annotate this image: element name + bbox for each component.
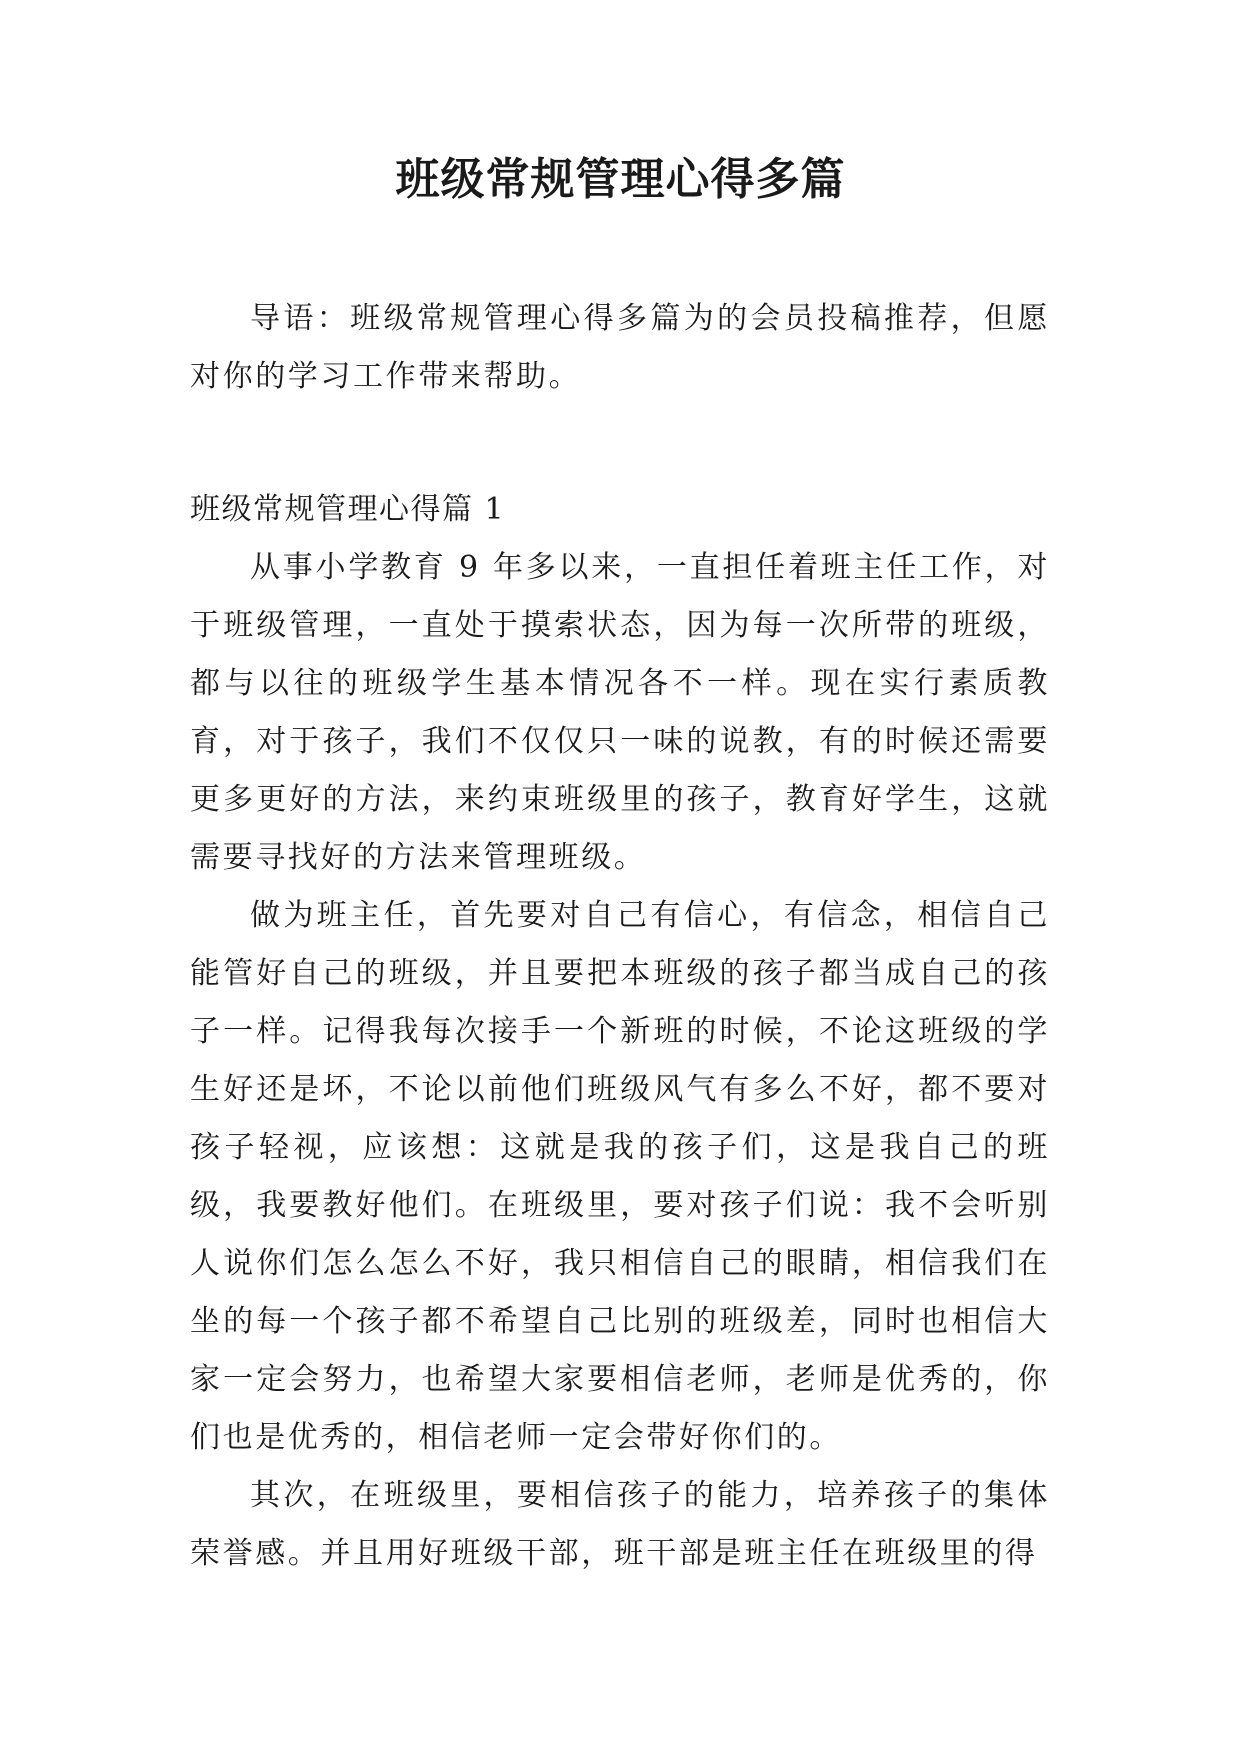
section-heading: 班级常规管理心得篇 1 (190, 492, 506, 527)
body-paragraph-1: 从事小学教育 9 年多以来，一直担任着班主任工作，对于班级管理，一直处于摸索状态，因为每一次所带的班级，都与以往的班级学生基本情况各不一样。现在实行素质教育，对于孩子，我们不仅仅只一味的说教，有的时候还需要更多更好的方法，来约束班级里的孩子，教育好学生，这就需要寻找好的方法来管理班级。 (190, 550, 1050, 875)
document-title: 班级常规管理心得多篇 (395, 154, 846, 205)
document-body (190, 290, 1050, 1583)
intro-paragraph: 导语：班级常规管理心得多篇为的会员投稿推荐，但愿对你的学习工作带来帮助。 (190, 301, 1050, 394)
body-paragraph-3: 其次，在班级里，要相信孩子的能力，培养孩子的集体荣誉感。并且用好班级干部，班干部是班主任在班级里的得 (190, 1478, 1050, 1571)
body-paragraph-2: 做为班主任，首先要对自己有信心，有信念，相信自己能管好自己的班级，并且要把本班级的孩子都当成自己的孩子一样。记得我每次接手一个新班的时候，不论这班级的学生好还是坏，不论以前他们班级风气有多么不好，都不要对孩子轻视，应该想：这就是我的孩子们，这是我自己的班级，我要教好他们。在班级里，要对孩子们说：我不会听别人说你们怎么怎么不好，我只相信自己的眼睛，相信我们在坐的每一个孩子都不希望自己比别的班级差，同时也相信大家一定会努力，也希望大家要相信老师，老师是优秀的，你们也是优秀的，相信老师一定会带好你们的。 (190, 898, 1050, 1455)
